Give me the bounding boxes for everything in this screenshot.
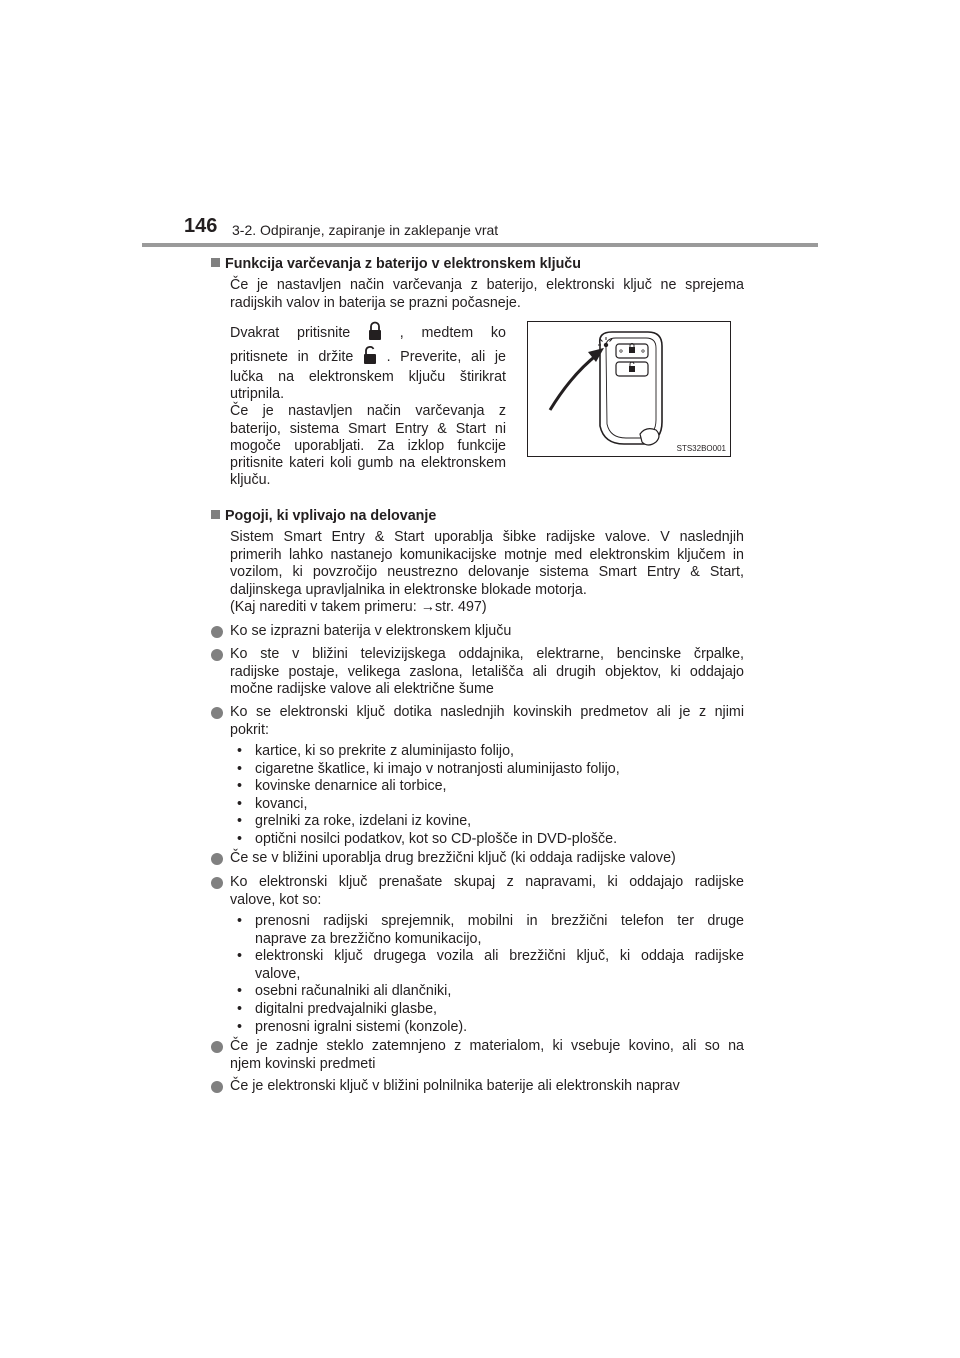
text-line: primerih lahko nastanejo komunikacijske motnje med elektronskim ključem in	[230, 546, 744, 563]
instr-line-2	[230, 345, 506, 369]
sub-bullet: •	[237, 948, 243, 965]
text-line: Če je zadnje steklo zatemnjeno z materialom, ki vsebuje kovino, ali so na	[230, 1038, 744, 1054]
sub-list-item	[237, 1001, 744, 1019]
battery-saving-intro	[230, 277, 744, 312]
sub-bullet: •	[237, 1018, 243, 1035]
text-line: Ko se elektronski ključ dotika naslednjih kovinskih predmetov ali je z njimi	[230, 704, 744, 720]
sub-list-item	[237, 983, 744, 1001]
list-item-tinted-window	[211, 1038, 744, 1073]
sub-text: kovinske denarnice ali torbice,	[255, 778, 447, 795]
radio-devices-sublist	[237, 913, 744, 1036]
section-heading-battery-saving	[211, 255, 581, 273]
key-ring-tab	[640, 429, 659, 445]
sub-text: naprave za brezžično komunikacijo,	[255, 930, 482, 947]
round-bullet-icon	[211, 877, 223, 889]
sub-text: optični nosilci podatkov, kot so CD-plošče in DVD-plošče.	[255, 830, 618, 847]
section-heading-conditions	[211, 507, 436, 525]
electronic-key-figure	[527, 321, 731, 457]
instr-line-8: pritisnite kateri koli gumb na elektronskem	[230, 455, 506, 472]
sub-list-item	[237, 813, 744, 831]
metal-objects-sublist	[237, 743, 744, 849]
sub-bullet: •	[237, 743, 243, 759]
list-item-radio-devices	[211, 874, 744, 909]
text-line: Sistem Smart Entry & Start uporablja šibke radijske valove. V naslednjih	[230, 529, 744, 545]
text-line: Ko ste v bližini televizijskega oddajnika, elektrarne, bencinske črpalke,	[230, 646, 744, 662]
instr-line-1	[230, 321, 506, 345]
text-line: Če je elektronski ključ v bližini polnilnika baterije ali elektronskih naprav	[230, 1078, 680, 1094]
text-line: vozilom, ki povzročijo neustrezno delovanje sistema Smart Entry & Start,	[230, 564, 744, 581]
list-item-near-charger	[211, 1078, 744, 1096]
square-bullet-icon	[211, 510, 220, 519]
round-bullet-icon	[211, 1041, 223, 1053]
sub-list-item	[237, 761, 744, 779]
square-bullet-icon	[211, 258, 220, 267]
round-bullet-icon	[211, 649, 223, 661]
sub-text: kartice, ki so prekrite z aluminijasto folijo,	[255, 743, 515, 759]
sub-list-item	[237, 778, 744, 796]
lock-icon	[368, 321, 382, 341]
sub-text: prenosni radijski sprejemnik, mobilni in brezžični telefon ter druge	[255, 913, 744, 929]
list-item-battery-empty	[211, 623, 744, 641]
round-bullet-icon	[211, 1081, 223, 1093]
chapter-title: 3-2. Odpiranje, zapiranje in zaklepanje vrat	[232, 222, 499, 238]
sub-text: valove,	[255, 965, 301, 982]
sub-bullet: •	[237, 795, 243, 812]
sub-list-item-cont	[237, 966, 744, 984]
sub-bullet: •	[237, 760, 243, 777]
text-line: (Kaj narediti v takem primeru: →str. 497)	[230, 599, 487, 616]
instr-line-5: Če je nastavljen način varčevanja z	[230, 403, 506, 420]
sub-bullet: •	[237, 913, 243, 929]
page-number: 146	[184, 215, 218, 237]
sub-text: elektronski ključ drugega vozila ali brezžični ključ, ki oddaja radijske	[255, 948, 744, 965]
text-line: Ko se izprazni baterija v elektronskem ključu	[230, 623, 512, 639]
instr-text: Dvakrat pritisnite	[230, 325, 351, 341]
list-item-other-wireless-key	[211, 850, 744, 868]
text-line: Če se v bližini uporablja drug brezžični ključ (ki oddaja radijske valove)	[230, 850, 676, 866]
sub-list-item	[237, 743, 744, 761]
electronic-key-illustration	[528, 322, 730, 456]
instr-line-6: baterijo, sistema Smart Entry & Start ni	[230, 420, 506, 437]
sub-text: grelniki za roke, izdelani iz kovine,	[255, 813, 472, 830]
instr-text: pritisnete in držite	[230, 349, 354, 365]
sub-list-item	[237, 948, 744, 966]
text-line: Če je nastavljen način varčevanja z baterijo, elektronski ključ ne sprejema	[230, 277, 744, 293]
sub-list-item	[237, 796, 744, 814]
sub-list-item	[237, 831, 744, 849]
sub-text: cigaretne škatlice, ki imajo v notranjosti aluminijasto folijo,	[255, 760, 620, 777]
text-line: radijske postaje, velikega zaslona, letališča ali drugih objektov, ki oddajajo	[230, 663, 744, 680]
sub-text: kovanci,	[255, 795, 308, 812]
instr-text: . Preverite, ali je	[386, 349, 506, 365]
figure-caption: STS32BO001	[676, 444, 726, 453]
section-heading-text: Pogoji, ki vplivajo na delovanje	[225, 508, 437, 524]
unlock-icon	[363, 345, 377, 365]
round-bullet-icon	[211, 626, 223, 638]
text-line: njem kovinski predmeti	[230, 1055, 376, 1072]
sub-bullet: •	[237, 778, 243, 795]
sub-text: osebni računalniki ali dlančniki,	[255, 983, 452, 1000]
text-line: valove, kot so:	[230, 891, 322, 908]
sub-text: prenosni igralni sistemi (konzole).	[255, 1018, 468, 1035]
instr-line-7: mogoče uporabljati. Za izklop funkcije	[230, 437, 506, 454]
sub-bullet: •	[237, 830, 243, 847]
header-rule	[142, 243, 818, 247]
sub-bullet: •	[237, 983, 243, 1000]
instr-line-4: utripnila.	[230, 386, 285, 403]
round-bullet-icon	[211, 853, 223, 865]
indicator-light	[604, 343, 608, 347]
text-line: pokrit:	[230, 721, 269, 738]
text-line: daljinskega upravljalnika in elektronske blokade motorja.	[230, 581, 587, 598]
conditions-intro	[230, 529, 744, 617]
round-bullet-icon	[211, 707, 223, 719]
list-item-metal-contact	[211, 704, 744, 739]
instr-line-9: ključu.	[230, 472, 271, 489]
sub-text: digitalni predvajalniki glasbe,	[255, 1000, 437, 1017]
text-line: radijskih valov in baterija se prazni počasneje.	[230, 294, 521, 311]
text-line: Ko elektronski ključ prenašate skupaj z napravami, ki oddajajo radijske	[230, 874, 744, 890]
sub-list-item	[237, 913, 744, 931]
instr-line-3: lučka na elektronskem ključu štirikrat	[230, 369, 506, 385]
instr-text: , medtem ko	[399, 325, 506, 341]
list-item-near-transmitter	[211, 646, 744, 699]
text-line: močne radijske valove ali električne šume	[230, 681, 494, 698]
sub-bullet: •	[237, 813, 243, 830]
sub-list-item-cont	[237, 931, 744, 949]
section-heading-text: Funkcija varčevanja z baterijo v elektronskem ključu	[225, 256, 581, 272]
pointer-arrow	[550, 354, 598, 410]
sub-bullet: •	[237, 1000, 243, 1017]
battery-saving-instructions	[230, 321, 506, 489]
sub-list-item	[237, 1019, 744, 1037]
